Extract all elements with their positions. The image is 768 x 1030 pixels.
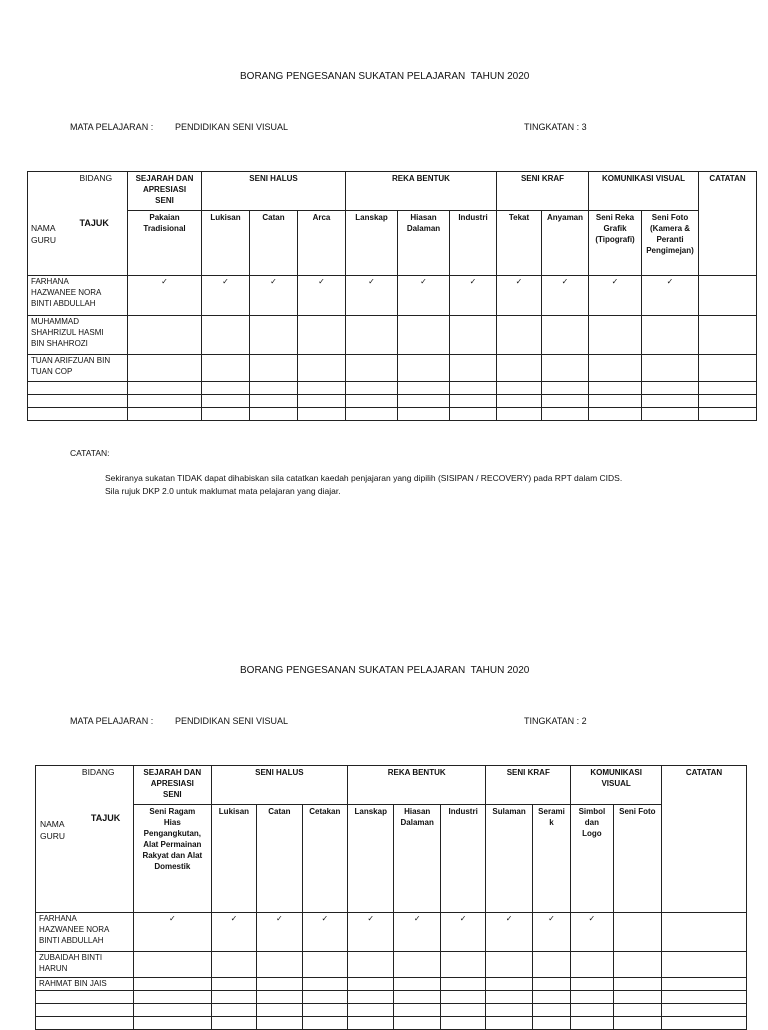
- tick-cell[interactable]: [128, 316, 202, 355]
- tick-cell[interactable]: [302, 952, 347, 978]
- tick-cell[interactable]: [133, 1004, 211, 1017]
- nama-guru-cell: [36, 766, 77, 913]
- tick-cell[interactable]: [440, 1017, 485, 1030]
- catatan-cell[interactable]: [662, 978, 747, 991]
- tick-cell[interactable]: [398, 408, 450, 421]
- group-catatan: CATATAN: [662, 766, 747, 913]
- tick-cell[interactable]: ✓: [486, 913, 532, 952]
- form2-table: [35, 765, 747, 1030]
- tick-cell[interactable]: [486, 991, 532, 1004]
- table-row: [28, 276, 757, 316]
- catatan-cell[interactable]: [699, 316, 757, 355]
- catatan-cell[interactable]: [699, 408, 757, 421]
- tick-cell[interactable]: [302, 1017, 347, 1030]
- tick-cell[interactable]: [346, 408, 398, 421]
- tick-cell[interactable]: [211, 1017, 256, 1030]
- tick-cell[interactable]: [211, 952, 256, 978]
- form1-catatan-line-1: Sekiranya sukatan TIDAK dapat dihabiskan sila catatkan kaedah penjajaran yang dipilih (SISIPAN / RECOVERY) pada RPT dalam CIDS.: [105, 473, 623, 483]
- form2-subject-value: PENDIDIKAN SENI VISUAL: [175, 716, 289, 726]
- tick-cell[interactable]: ✓: [642, 276, 699, 316]
- tick-cell[interactable]: [202, 382, 250, 395]
- tick-cell[interactable]: [348, 952, 394, 978]
- nama-guru-cell: [28, 172, 75, 276]
- tick-cell[interactable]: ✓: [398, 276, 450, 316]
- table-row: [28, 395, 757, 408]
- form1-catatan-label: CATATAN:: [70, 448, 110, 458]
- tick-cell[interactable]: [394, 1004, 440, 1017]
- tick-cell[interactable]: [211, 991, 256, 1004]
- tick-cell[interactable]: ✓: [133, 913, 211, 952]
- teacher-name: [28, 395, 128, 408]
- tick-cell[interactable]: [440, 952, 485, 978]
- tick-cell[interactable]: ✓: [257, 913, 302, 952]
- tick-cell[interactable]: [348, 978, 394, 991]
- tick-cell[interactable]: [497, 395, 542, 408]
- tick-cell[interactable]: [128, 382, 202, 395]
- tick-cell[interactable]: [642, 395, 699, 408]
- tick-cell[interactable]: [346, 355, 398, 382]
- teacher-name: [28, 408, 128, 421]
- tick-cell[interactable]: [589, 382, 642, 395]
- tick-cell[interactable]: [398, 395, 450, 408]
- tick-cell[interactable]: [394, 991, 440, 1004]
- tick-cell[interactable]: [589, 395, 642, 408]
- tick-cell[interactable]: [613, 952, 661, 978]
- tick-cell[interactable]: [532, 978, 570, 991]
- group-komunikasi-visual: KOMUNIKASI VISUAL: [589, 172, 699, 211]
- tick-cell[interactable]: [613, 1017, 661, 1030]
- catatan-cell[interactable]: [699, 382, 757, 395]
- catatan-cell[interactable]: [662, 991, 747, 1004]
- tick-cell[interactable]: [257, 952, 302, 978]
- tick-cell[interactable]: [250, 316, 298, 355]
- tick-cell[interactable]: [302, 978, 347, 991]
- subhead-cell: Simbol dan Logo: [571, 805, 613, 913]
- subhead-cell: Lanskap: [348, 805, 394, 913]
- group-seni-kraf: SENI KRAF: [497, 172, 589, 211]
- tick-cell[interactable]: ✓: [346, 276, 398, 316]
- tick-cell[interactable]: [589, 316, 642, 355]
- form1-title: BORANG PENGESANAN SUKATAN PELAJARAN TAHUN 2020: [240, 71, 530, 82]
- tick-cell[interactable]: [613, 1004, 661, 1017]
- group-seni-halus: SENI HALUS: [202, 172, 346, 211]
- catatan-cell[interactable]: [662, 913, 747, 952]
- tick-cell[interactable]: ✓: [211, 913, 256, 952]
- tick-cell[interactable]: ✓: [302, 913, 347, 952]
- tick-cell[interactable]: [571, 1017, 613, 1030]
- group-reka-bentuk: REKA BENTUK: [348, 766, 486, 805]
- subhead-cell: Hiasan Dalaman: [394, 805, 440, 913]
- tick-cell[interactable]: [128, 408, 202, 421]
- form1-subject-value: PENDIDIKAN SENI VISUAL: [175, 122, 289, 132]
- tick-cell[interactable]: [450, 408, 497, 421]
- tick-cell[interactable]: [571, 978, 613, 991]
- group-sejarah: SEJARAH DAN APRESIASI SENI: [128, 172, 202, 211]
- tick-cell[interactable]: [133, 978, 211, 991]
- tick-cell[interactable]: [398, 382, 450, 395]
- tick-cell[interactable]: [257, 991, 302, 1004]
- tick-cell[interactable]: [348, 991, 394, 1004]
- subhead-cell: Seni Ragam Hias Pengangkutan, Alat Permainan Rakyat dan Alat Domestik: [133, 805, 211, 913]
- tick-cell[interactable]: ✓: [298, 276, 346, 316]
- form1-subject-label: MATA PELAJARAN :: [70, 122, 154, 132]
- tick-cell[interactable]: [571, 1004, 613, 1017]
- table-row: [36, 991, 747, 1004]
- catatan-cell[interactable]: [662, 1004, 747, 1017]
- subhead-cell: Pakaian Tradisional: [128, 211, 202, 276]
- nama-guru-label: NAMA GURU: [31, 223, 57, 245]
- subhead-cell: Industri: [440, 805, 485, 913]
- bidang-tajuk-cell: [77, 766, 134, 913]
- form1-table: [27, 171, 757, 421]
- tick-cell[interactable]: [450, 382, 497, 395]
- tick-cell[interactable]: ✓: [250, 276, 298, 316]
- tick-cell[interactable]: ✓: [532, 913, 570, 952]
- tick-cell[interactable]: [450, 355, 497, 382]
- tick-cell[interactable]: [298, 382, 346, 395]
- table-row: [28, 316, 757, 355]
- tick-cell[interactable]: [394, 978, 440, 991]
- table-row: [36, 978, 747, 991]
- subhead-cell: Hiasan Dalaman: [398, 211, 450, 276]
- tick-cell[interactable]: [486, 978, 532, 991]
- tick-cell[interactable]: ✓: [589, 276, 642, 316]
- tick-cell[interactable]: [450, 395, 497, 408]
- tick-cell[interactable]: [250, 355, 298, 382]
- tick-cell[interactable]: [571, 991, 613, 1004]
- tick-cell[interactable]: [440, 978, 485, 991]
- nama-guru-label: NAMA GURU: [40, 819, 66, 841]
- tick-cell[interactable]: [298, 408, 346, 421]
- tick-cell[interactable]: [346, 382, 398, 395]
- tick-cell[interactable]: [257, 978, 302, 991]
- tick-cell[interactable]: [486, 1017, 532, 1030]
- tick-cell[interactable]: [202, 408, 250, 421]
- group-reka-bentuk: REKA BENTUK: [346, 172, 497, 211]
- catatan-cell[interactable]: [699, 395, 757, 408]
- tick-cell[interactable]: [532, 1017, 570, 1030]
- tick-cell[interactable]: [346, 316, 398, 355]
- tick-cell[interactable]: [532, 1004, 570, 1017]
- catatan-cell[interactable]: [662, 1017, 747, 1030]
- tick-cell[interactable]: [133, 1017, 211, 1030]
- subhead-cell: Industri: [450, 211, 497, 276]
- tick-cell[interactable]: [250, 408, 298, 421]
- tick-cell[interactable]: ✓: [128, 276, 202, 316]
- tick-cell[interactable]: ✓: [497, 276, 542, 316]
- tick-cell[interactable]: ✓: [440, 913, 485, 952]
- tick-cell[interactable]: ✓: [542, 276, 589, 316]
- subhead-cell: Anyaman: [542, 211, 589, 276]
- tick-cell[interactable]: ✓: [394, 913, 440, 952]
- tick-cell[interactable]: [398, 316, 450, 355]
- form2-subject-label: MATA PELAJARAN :: [70, 716, 154, 726]
- tick-cell[interactable]: [542, 395, 589, 408]
- table-row: [36, 952, 747, 978]
- group-catatan: CATATAN: [699, 172, 757, 276]
- subhead-cell: Lukisan: [211, 805, 256, 913]
- tick-cell[interactable]: [211, 1004, 256, 1017]
- tick-cell[interactable]: [202, 355, 250, 382]
- tick-cell[interactable]: [486, 1004, 532, 1017]
- tick-cell[interactable]: [211, 978, 256, 991]
- teacher-name: FARHANA HAZWANEE NORA BINTI ABDULLAH: [28, 276, 128, 316]
- subhead-cell: Lanskap: [346, 211, 398, 276]
- tick-cell[interactable]: [542, 408, 589, 421]
- table-row: [36, 1017, 747, 1030]
- tick-cell[interactable]: [257, 1004, 302, 1017]
- teacher-name: [36, 1004, 134, 1017]
- tick-cell[interactable]: [302, 991, 347, 1004]
- tick-cell[interactable]: [642, 355, 699, 382]
- table-row: [36, 913, 747, 952]
- group-sejarah: SEJARAH DAN APRESIASI SENI: [133, 766, 211, 805]
- tick-cell[interactable]: [440, 991, 485, 1004]
- subhead-cell: Lukisan: [202, 211, 250, 276]
- tick-cell[interactable]: [298, 395, 346, 408]
- table-row: [28, 408, 757, 421]
- subhead-cell: Sulaman: [486, 805, 532, 913]
- tick-cell[interactable]: [250, 382, 298, 395]
- subhead-cell: Serami k: [532, 805, 570, 913]
- tick-cell[interactable]: [542, 382, 589, 395]
- tick-cell[interactable]: [394, 1017, 440, 1030]
- tick-cell[interactable]: [257, 1017, 302, 1030]
- tick-cell[interactable]: [133, 991, 211, 1004]
- teacher-name: MUHAMMAD SHAHRIZUL HASMI BIN SHAHROZI: [28, 316, 128, 355]
- tick-cell[interactable]: [642, 316, 699, 355]
- tick-cell[interactable]: [128, 395, 202, 408]
- tick-cell[interactable]: [642, 382, 699, 395]
- tick-cell[interactable]: [571, 952, 613, 978]
- table-row: [28, 382, 757, 395]
- tick-cell[interactable]: [348, 1004, 394, 1017]
- form2-level: TINGKATAN : 2: [524, 716, 587, 726]
- tick-cell[interactable]: [202, 316, 250, 355]
- teacher-name: TUAN ARIFZUAN BIN TUAN COP: [28, 355, 128, 382]
- tick-cell[interactable]: [394, 952, 440, 978]
- tick-cell[interactable]: [202, 395, 250, 408]
- group-seni-kraf: SENI KRAF: [486, 766, 571, 805]
- catatan-cell[interactable]: [699, 276, 757, 316]
- subhead-cell: Catan: [250, 211, 298, 276]
- teacher-name: [36, 991, 134, 1004]
- tick-cell[interactable]: [497, 316, 542, 355]
- tick-cell[interactable]: [532, 952, 570, 978]
- tick-cell[interactable]: [532, 991, 570, 1004]
- bidang-label: BIDANG: [79, 173, 113, 183]
- tick-cell[interactable]: [450, 316, 497, 355]
- teacher-name: [28, 382, 128, 395]
- subhead-cell: Tekat: [497, 211, 542, 276]
- tick-cell[interactable]: [440, 1004, 485, 1017]
- subhead-cell: Arca: [298, 211, 346, 276]
- tick-cell[interactable]: [642, 408, 699, 421]
- tick-cell[interactable]: [346, 395, 398, 408]
- form1-catatan-line-2: Sila rujuk DKP 2.0 untuk maklumat mata pelajaran yang diajar.: [105, 486, 341, 496]
- tick-cell[interactable]: [348, 1017, 394, 1030]
- tajuk-label: TAJUK: [79, 218, 109, 228]
- teacher-name: [36, 1017, 134, 1030]
- subhead-cell: Seni Reka Grafik (Tipografi): [589, 211, 642, 276]
- subhead-cell: Seni Foto: [613, 805, 661, 913]
- tick-cell[interactable]: [486, 952, 532, 978]
- tick-cell[interactable]: [298, 355, 346, 382]
- tick-cell[interactable]: [128, 355, 202, 382]
- teacher-name: ZUBAIDAH BINTI HARUN: [36, 952, 134, 978]
- tick-cell[interactable]: [497, 355, 542, 382]
- subhead-cell: Cetakan: [302, 805, 347, 913]
- tick-cell[interactable]: [542, 316, 589, 355]
- tick-cell[interactable]: [497, 408, 542, 421]
- subhead-cell: Catan: [257, 805, 302, 913]
- tick-cell[interactable]: [398, 355, 450, 382]
- tick-cell[interactable]: [613, 991, 661, 1004]
- group-komunikasi-visual: KOMUNIKASI VISUAL: [571, 766, 662, 805]
- group-seni-halus: SENI HALUS: [211, 766, 347, 805]
- table-row: [28, 355, 757, 382]
- catatan-cell[interactable]: [662, 952, 747, 978]
- tick-cell[interactable]: [302, 1004, 347, 1017]
- tajuk-label: TAJUK: [90, 813, 121, 823]
- table-row: [36, 1004, 747, 1017]
- tick-cell[interactable]: ✓: [202, 276, 250, 316]
- form2-title: BORANG PENGESANAN SUKATAN PELAJARAN TAHUN 2020: [240, 665, 530, 676]
- teacher-name: RAHMAT BIN JAIS: [36, 978, 134, 991]
- tick-cell[interactable]: ✓: [571, 913, 613, 952]
- form1-level: TINGKATAN : 3: [524, 122, 587, 132]
- tick-cell[interactable]: [613, 913, 661, 952]
- tick-cell[interactable]: [133, 952, 211, 978]
- tick-cell[interactable]: [497, 382, 542, 395]
- subhead-cell: Seni Foto (Kamera & Peranti Pengimejan): [642, 211, 699, 276]
- tick-cell[interactable]: ✓: [348, 913, 394, 952]
- tick-cell[interactable]: [542, 355, 589, 382]
- teacher-name: FARHANA HAZWANEE NORA BINTI ABDULLAH: [36, 913, 134, 952]
- tick-cell[interactable]: ✓: [450, 276, 497, 316]
- tick-cell[interactable]: [589, 355, 642, 382]
- tick-cell[interactable]: [250, 395, 298, 408]
- bidang-tajuk-cell: [75, 172, 128, 276]
- tick-cell[interactable]: [298, 316, 346, 355]
- bidang-label: BIDANG: [81, 767, 115, 777]
- tick-cell[interactable]: [589, 408, 642, 421]
- tick-cell[interactable]: [613, 978, 661, 991]
- catatan-cell[interactable]: [699, 355, 757, 382]
